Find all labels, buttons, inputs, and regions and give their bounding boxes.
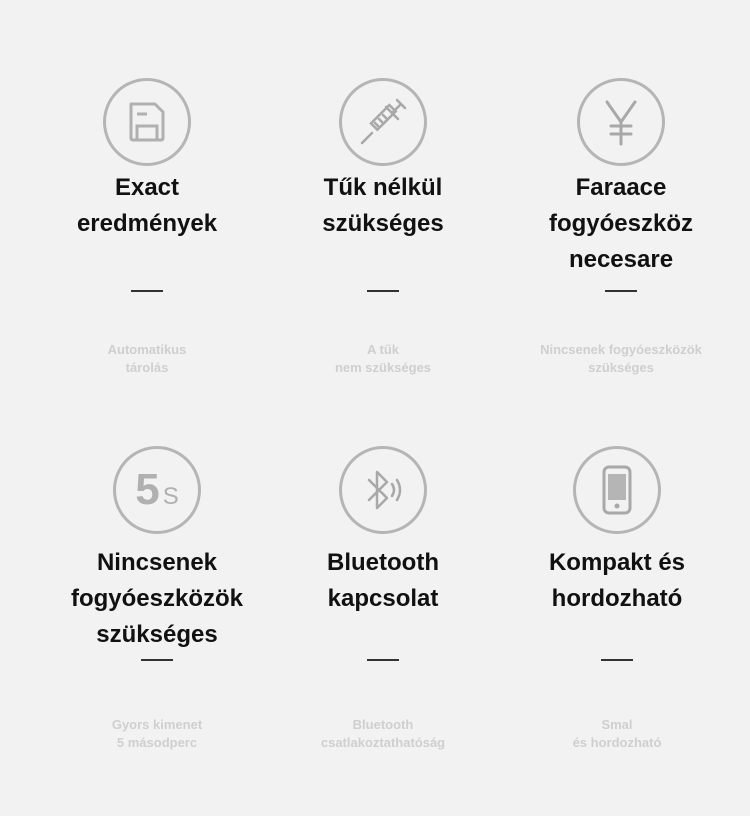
feature-title: Bluetooth kapcsolat	[327, 549, 439, 612]
yen-icon	[577, 78, 665, 166]
divider	[601, 659, 633, 661]
floppy-disk-icon	[103, 78, 191, 166]
syringe-icon	[339, 78, 427, 166]
feature-caption: Bluetooth csatlakoztathatóság	[320, 717, 446, 750]
five-label: 5	[135, 465, 160, 514]
divider	[131, 290, 163, 292]
divider	[141, 659, 173, 661]
five-seconds-icon	[113, 446, 201, 534]
feature-title: Tűk nélkül szükséges	[322, 174, 444, 237]
divider	[367, 290, 399, 292]
feature-title: Exact eredmények	[76, 174, 218, 237]
feature-caption: Automatikus tárolás	[107, 342, 187, 375]
divider	[367, 659, 399, 661]
divider	[605, 290, 637, 292]
phone-icon	[573, 446, 661, 534]
feature-title: Kompakt és hordozható	[548, 549, 686, 612]
seconds-label: S	[162, 483, 179, 510]
feature-caption: Gyors kimenet 5 másodperc	[111, 717, 203, 750]
bluetooth-icon	[339, 446, 427, 534]
feature-caption: Smal és hordozható	[572, 717, 662, 750]
feature-caption: Nincsenek fogyóeszközök szükséges	[540, 342, 702, 375]
feature-caption: A tűk nem szükséges	[334, 342, 432, 375]
feature-title: Nincsenek fogyóeszközök szükséges	[70, 549, 244, 648]
feature-title: Faraace fogyóeszköz necesare	[548, 174, 694, 273]
